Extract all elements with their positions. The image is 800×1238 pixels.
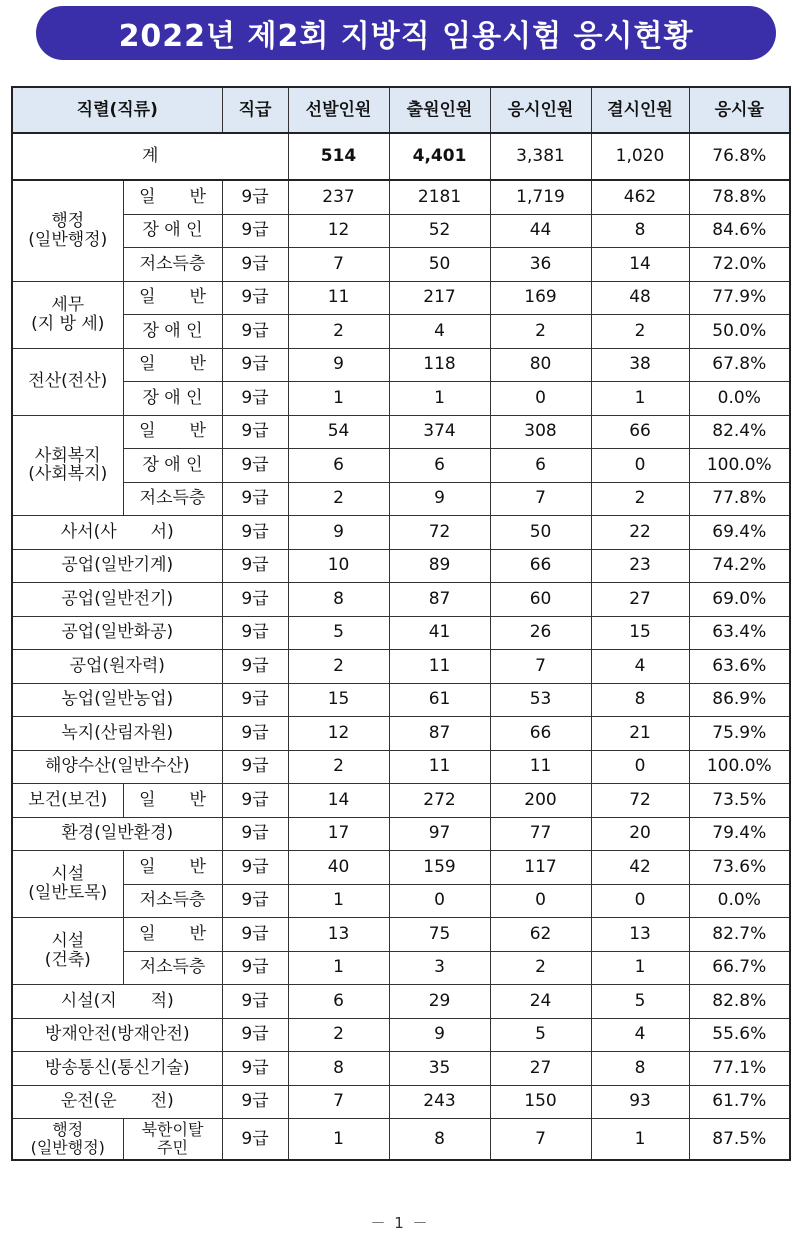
row-grade: 9급 <box>222 449 288 483</box>
row-rate: 74.2% <box>689 549 790 583</box>
table-row <box>12 851 790 885</box>
table-row <box>12 717 790 751</box>
table-row <box>12 449 790 483</box>
row-applied: 243 <box>389 1085 490 1119</box>
row-absent: 462 <box>591 180 689 214</box>
row-applied: 4 <box>389 315 490 349</box>
row-applied: 11 <box>389 750 490 784</box>
row-selected: 6 <box>288 449 389 483</box>
row-grade: 9급 <box>222 1085 288 1119</box>
row-applied: 87 <box>389 717 490 751</box>
row-applied: 97 <box>389 817 490 851</box>
row-selected: 2 <box>288 1018 389 1052</box>
header-grade: 직급 <box>222 87 288 133</box>
row-applied: 50 <box>389 248 490 282</box>
row-absent: 1 <box>591 951 689 985</box>
row-absent: 42 <box>591 851 689 885</box>
row-grade: 9급 <box>222 985 288 1019</box>
row-applied: 29 <box>389 985 490 1019</box>
table-row <box>12 315 790 349</box>
row-group-label: 시설 (건축) <box>12 918 123 985</box>
row-absent: 14 <box>591 248 689 282</box>
row-selected: 1 <box>288 951 389 985</box>
total-label: 계 <box>12 133 288 180</box>
row-applied: 374 <box>389 415 490 449</box>
row-rate: 50.0% <box>689 315 790 349</box>
table-row <box>12 516 790 550</box>
row-grade: 9급 <box>222 415 288 449</box>
row-sub-label: 일 반 <box>123 415 222 449</box>
row-applied: 35 <box>389 1052 490 1086</box>
row-absent: 4 <box>591 1018 689 1052</box>
row-grade: 9급 <box>222 750 288 784</box>
row-applied: 1 <box>389 382 490 416</box>
row-absent: 22 <box>591 516 689 550</box>
row-group-label: 사서(사 서) <box>12 516 222 550</box>
row-taken: 80 <box>490 348 591 382</box>
row-rate: 69.0% <box>689 583 790 617</box>
row-taken: 1,719 <box>490 180 591 214</box>
row-grade: 9급 <box>222 583 288 617</box>
row-selected: 2 <box>288 650 389 684</box>
table-row <box>12 1018 790 1052</box>
row-grade: 9급 <box>222 1119 288 1161</box>
row-rate: 72.0% <box>689 248 790 282</box>
row-rate: 66.7% <box>689 951 790 985</box>
table-row <box>12 985 790 1019</box>
table-row <box>12 650 790 684</box>
row-rate: 73.6% <box>689 851 790 885</box>
row-sub-label: 일 반 <box>123 348 222 382</box>
row-taken: 7 <box>490 482 591 516</box>
table-row <box>12 1052 790 1086</box>
row-rate: 63.6% <box>689 650 790 684</box>
row-rate: 84.6% <box>689 214 790 248</box>
header-applied: 출원인원 <box>389 87 490 133</box>
row-taken: 5 <box>490 1018 591 1052</box>
row-selected: 5 <box>288 616 389 650</box>
row-rate: 77.8% <box>689 482 790 516</box>
row-rate: 78.8% <box>689 180 790 214</box>
row-grade: 9급 <box>222 1018 288 1052</box>
row-sub-label: 일 반 <box>123 918 222 952</box>
row-sub-label: 장 애 인 <box>123 382 222 416</box>
row-grade: 9급 <box>222 382 288 416</box>
row-taken: 0 <box>490 884 591 918</box>
table-row <box>12 281 790 315</box>
row-absent: 0 <box>591 884 689 918</box>
table-row <box>12 482 790 516</box>
row-taken: 77 <box>490 817 591 851</box>
row-absent: 23 <box>591 549 689 583</box>
row-sub-label: 일 반 <box>123 281 222 315</box>
row-absent: 72 <box>591 784 689 818</box>
row-absent: 93 <box>591 1085 689 1119</box>
total-applied: 4,401 <box>389 133 490 180</box>
row-applied: 118 <box>389 348 490 382</box>
row-absent: 48 <box>591 281 689 315</box>
row-selected: 1 <box>288 884 389 918</box>
row-taken: 44 <box>490 214 591 248</box>
table-row <box>12 214 790 248</box>
row-rate: 100.0% <box>689 750 790 784</box>
row-group-label: 행정 (일반행정) <box>12 180 123 281</box>
row-applied: 272 <box>389 784 490 818</box>
row-absent: 15 <box>591 616 689 650</box>
row-sub-label: 저소득층 <box>123 884 222 918</box>
table-row <box>12 180 790 214</box>
row-grade: 9급 <box>222 1052 288 1086</box>
row-absent: 4 <box>591 650 689 684</box>
table-row <box>12 348 790 382</box>
row-group-label: 해양수산(일반수산) <box>12 750 222 784</box>
row-selected: 8 <box>288 1052 389 1086</box>
row-selected: 12 <box>288 214 389 248</box>
row-rate: 79.4% <box>689 817 790 851</box>
row-sub-label: 일 반 <box>123 851 222 885</box>
row-grade: 9급 <box>222 817 288 851</box>
row-selected: 9 <box>288 348 389 382</box>
row-selected: 10 <box>288 549 389 583</box>
row-grade: 9급 <box>222 717 288 751</box>
row-rate: 0.0% <box>689 382 790 416</box>
row-applied: 11 <box>389 650 490 684</box>
row-applied: 0 <box>389 884 490 918</box>
row-grade: 9급 <box>222 315 288 349</box>
row-sub-label: 일 반 <box>123 784 222 818</box>
row-taken: 66 <box>490 717 591 751</box>
header-selected: 선발인원 <box>288 87 389 133</box>
table-row <box>12 951 790 985</box>
row-selected: 2 <box>288 315 389 349</box>
row-applied: 61 <box>389 683 490 717</box>
row-grade: 9급 <box>222 784 288 818</box>
row-absent: 0 <box>591 449 689 483</box>
row-selected: 13 <box>288 918 389 952</box>
row-rate: 77.1% <box>689 1052 790 1086</box>
row-group-label: 보건(보건) <box>12 784 123 818</box>
row-selected: 11 <box>288 281 389 315</box>
row-selected: 7 <box>288 1085 389 1119</box>
row-applied: 9 <box>389 482 490 516</box>
row-rate: 100.0% <box>689 449 790 483</box>
row-grade: 9급 <box>222 214 288 248</box>
table-row <box>12 616 790 650</box>
row-group-label: 전산(전산) <box>12 348 123 415</box>
row-group-label: 농업(일반농업) <box>12 683 222 717</box>
row-taken: 6 <box>490 449 591 483</box>
row-selected: 12 <box>288 717 389 751</box>
row-grade: 9급 <box>222 180 288 214</box>
row-group-label: 공업(원자력) <box>12 650 222 684</box>
table-row <box>12 549 790 583</box>
row-grade: 9급 <box>222 918 288 952</box>
exam-status-table <box>11 86 791 1161</box>
header-row <box>12 87 790 133</box>
row-selected: 8 <box>288 583 389 617</box>
row-grade: 9급 <box>222 951 288 985</box>
row-grade: 9급 <box>222 884 288 918</box>
table-row <box>12 1085 790 1119</box>
row-rate: 82.8% <box>689 985 790 1019</box>
row-applied: 9 <box>389 1018 490 1052</box>
page-number: － 1 － <box>370 1214 430 1232</box>
row-taken: 150 <box>490 1085 591 1119</box>
row-sub-label: 저소득층 <box>123 248 222 282</box>
row-applied: 41 <box>389 616 490 650</box>
row-grade: 9급 <box>222 482 288 516</box>
row-rate: 67.8% <box>689 348 790 382</box>
row-group-label: 세무 (지 방 세) <box>12 281 123 348</box>
row-grade: 9급 <box>222 549 288 583</box>
row-rate: 0.0% <box>689 884 790 918</box>
row-applied: 3 <box>389 951 490 985</box>
row-rate: 77.9% <box>689 281 790 315</box>
table-row <box>12 415 790 449</box>
row-taken: 60 <box>490 583 591 617</box>
row-taken: 24 <box>490 985 591 1019</box>
table-row <box>12 884 790 918</box>
row-taken: 7 <box>490 650 591 684</box>
total-rate: 76.8% <box>689 133 790 180</box>
row-grade: 9급 <box>222 851 288 885</box>
table-row <box>12 382 790 416</box>
row-group-label: 방송통신(통신기술) <box>12 1052 222 1086</box>
page-title: 2022년 제2회 지방직 임용시험 응시현황 <box>36 6 776 60</box>
row-absent: 27 <box>591 583 689 617</box>
row-group-label: 사회복지 (사회복지) <box>12 415 123 516</box>
row-taken: 62 <box>490 918 591 952</box>
row-selected: 15 <box>288 683 389 717</box>
row-grade: 9급 <box>222 281 288 315</box>
row-selected: 6 <box>288 985 389 1019</box>
row-selected: 54 <box>288 415 389 449</box>
row-taken: 2 <box>490 315 591 349</box>
row-grade: 9급 <box>222 616 288 650</box>
table-row <box>12 248 790 282</box>
total-selected: 514 <box>288 133 389 180</box>
header-job-series: 직렬(직류) <box>12 87 222 133</box>
row-rate: 73.5% <box>689 784 790 818</box>
table-row <box>12 683 790 717</box>
row-applied: 75 <box>389 918 490 952</box>
row-taken: 11 <box>490 750 591 784</box>
row-absent: 2 <box>591 315 689 349</box>
row-rate: 86.9% <box>689 683 790 717</box>
row-absent: 38 <box>591 348 689 382</box>
row-selected: 7 <box>288 248 389 282</box>
row-applied: 159 <box>389 851 490 885</box>
row-selected: 237 <box>288 180 389 214</box>
row-absent: 21 <box>591 717 689 751</box>
row-taken: 27 <box>490 1052 591 1086</box>
total-absent: 1,020 <box>591 133 689 180</box>
row-rate: 61.7% <box>689 1085 790 1119</box>
row-taken: 36 <box>490 248 591 282</box>
row-absent: 8 <box>591 683 689 717</box>
row-absent: 8 <box>591 1052 689 1086</box>
row-sub-label: 북한이탈 주민 <box>123 1119 222 1161</box>
row-absent: 66 <box>591 415 689 449</box>
row-applied: 8 <box>389 1119 490 1161</box>
row-rate: 87.5% <box>689 1119 790 1161</box>
row-taken: 2 <box>490 951 591 985</box>
row-taken: 0 <box>490 382 591 416</box>
row-sub-label: 장 애 인 <box>123 214 222 248</box>
row-absent: 2 <box>591 482 689 516</box>
row-rate: 63.4% <box>689 616 790 650</box>
row-grade: 9급 <box>222 348 288 382</box>
header-absent: 결시인원 <box>591 87 689 133</box>
row-rate: 55.6% <box>689 1018 790 1052</box>
table-row <box>12 817 790 851</box>
row-group-label: 시설 (일반토목) <box>12 851 123 918</box>
row-absent: 13 <box>591 918 689 952</box>
row-group-label: 공업(일반기계) <box>12 549 222 583</box>
row-selected: 1 <box>288 1119 389 1161</box>
row-taken: 53 <box>490 683 591 717</box>
row-group-label: 환경(일반환경) <box>12 817 222 851</box>
row-taken: 200 <box>490 784 591 818</box>
row-absent: 0 <box>591 750 689 784</box>
row-rate: 69.4% <box>689 516 790 550</box>
row-selected: 40 <box>288 851 389 885</box>
row-taken: 66 <box>490 549 591 583</box>
row-applied: 89 <box>389 549 490 583</box>
row-selected: 9 <box>288 516 389 550</box>
row-applied: 217 <box>389 281 490 315</box>
row-group-label: 행정 (일반행정) <box>12 1119 123 1161</box>
row-group-label: 공업(일반화공) <box>12 616 222 650</box>
row-applied: 6 <box>389 449 490 483</box>
row-selected: 2 <box>288 482 389 516</box>
row-applied: 87 <box>389 583 490 617</box>
row-sub-label: 저소득층 <box>123 951 222 985</box>
row-applied: 52 <box>389 214 490 248</box>
row-sub-label: 저소득층 <box>123 482 222 516</box>
row-taken: 7 <box>490 1119 591 1161</box>
row-applied: 72 <box>389 516 490 550</box>
row-taken: 26 <box>490 616 591 650</box>
row-selected: 2 <box>288 750 389 784</box>
row-taken: 169 <box>490 281 591 315</box>
row-sub-label: 일 반 <box>123 180 222 214</box>
row-applied: 2181 <box>389 180 490 214</box>
row-group-label: 방재안전(방재안전) <box>12 1018 222 1052</box>
row-group-label: 운전(운 전) <box>12 1085 222 1119</box>
row-grade: 9급 <box>222 650 288 684</box>
header-taken: 응시인원 <box>490 87 591 133</box>
table-row <box>12 1119 790 1161</box>
row-group-label: 공업(일반전기) <box>12 583 222 617</box>
row-selected: 14 <box>288 784 389 818</box>
row-rate: 82.7% <box>689 918 790 952</box>
row-absent: 5 <box>591 985 689 1019</box>
row-selected: 17 <box>288 817 389 851</box>
table-row <box>12 784 790 818</box>
row-absent: 20 <box>591 817 689 851</box>
row-rate: 75.9% <box>689 717 790 751</box>
total-taken: 3,381 <box>490 133 591 180</box>
header-rate: 응시율 <box>689 87 790 133</box>
row-taken: 117 <box>490 851 591 885</box>
row-sub-label: 장 애 인 <box>123 449 222 483</box>
row-group-label: 시설(지 적) <box>12 985 222 1019</box>
row-taken: 308 <box>490 415 591 449</box>
row-group-label: 녹지(산림자원) <box>12 717 222 751</box>
row-absent: 1 <box>591 1119 689 1161</box>
table-row <box>12 583 790 617</box>
row-absent: 1 <box>591 382 689 416</box>
total-row <box>12 133 790 180</box>
table-row <box>12 750 790 784</box>
row-absent: 8 <box>591 214 689 248</box>
row-taken: 50 <box>490 516 591 550</box>
row-grade: 9급 <box>222 516 288 550</box>
row-selected: 1 <box>288 382 389 416</box>
row-grade: 9급 <box>222 683 288 717</box>
row-rate: 82.4% <box>689 415 790 449</box>
row-sub-label: 장 애 인 <box>123 315 222 349</box>
table-row <box>12 918 790 952</box>
row-grade: 9급 <box>222 248 288 282</box>
